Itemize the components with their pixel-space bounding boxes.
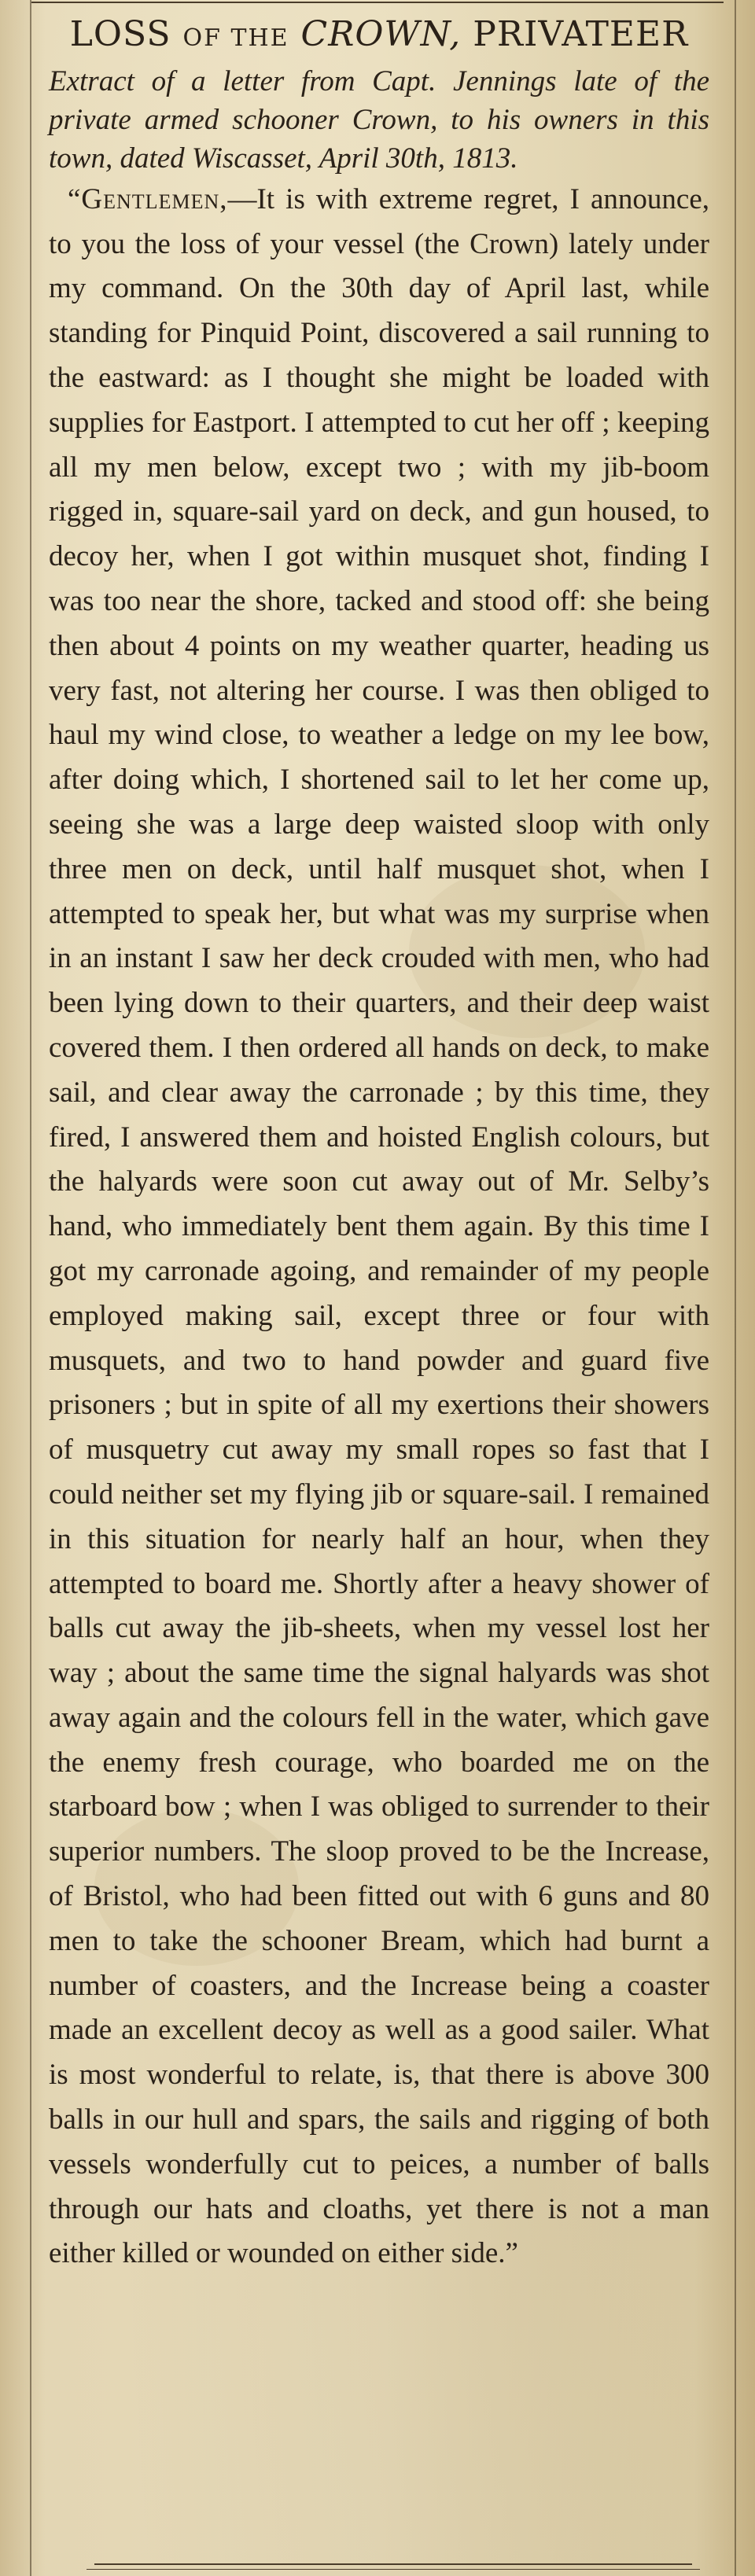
article-headline xyxy=(49,14,709,56)
headline-privateer: PRIVATEER xyxy=(473,14,689,54)
article-body xyxy=(49,178,709,2276)
headline-of-the: OF THE xyxy=(182,24,289,52)
bottom-rule-thin xyxy=(87,2569,700,2570)
letter-salutation: “Gentlemen, xyxy=(68,182,228,215)
article-dateline: Extract of a letter from Capt. Jennings late of the private armed schooner Crown, to his owners in this town, dated Wiscasset, April 30th, 1813. xyxy=(49,64,709,175)
article xyxy=(49,14,709,2276)
top-rule xyxy=(31,2,724,3)
headline-ship-name: CROWN, xyxy=(300,14,462,54)
column-left-rule xyxy=(30,0,31,2576)
letter-text: —It is with extreme regret, I announce, to you the loss of your vessel (the Crown) lately under my command. On the 30th day of April last, while standing for Pinquid Point, discovered a sail running to the eastward: as I thought she might be loaded with supplies for Eastport. I attempted to cut her off ; keeping all my men below, except two ; with my jib-boom rigged in, square-sail yard on deck, and gun housed, to decoy her, when I got within musquet shot, finding I was too near the shore, tacked and stood off: she being then about 4 points on my weather quarter, heading us very fast, not altering her course. I was then obliged to haul my wind close, to weather a ledge on my lee bow, after doing which, I shortened sail to let her come up, seeing she was a large deep waisted sloop with only three men on deck, until half musquet shot, when I attempted to speak her, but what was my surprise when in an instant I saw her deck crouded with men, who had been lying down to their quarters, and their deep waist covered them. I then ordered all hands on deck, to make sail, and clear away the carronade ; by this time, they fired, I answered them and hoisted English colours, but the halyards were soon cut away out of Mr. Selby’s hand, who immediately bent them again. By this time I got my carronade agoing, and remainder of my people employed making sail, except three or four with musquets, and two to hand powder and guard five prisoners ; but in spite of all my exertions their showers of musquetry cut away my small ropes so fast that I could neither set my flying jib or square-sail. I remained in this situation for nearly half an hour, when they attempted to board me. Shortly after a heavy shower of balls cut away the jib-sheets, when my vessel lost her way ; about the same time the signal halyards was shot away again and the colours fell in the water, which gave the enemy fresh courage, who boarded me on the starboard bow ; when I was obliged to surrender to their superior numbers. The sloop proved to be the Increase, of Bristol, who had been fitted out with 6 guns and 80 men to take the schooner Bream, which had burnt a number of coasters, and the Increase being a coaster made an excellent decoy as well as a good sailer. What is most wonderful to relate, is, that there is above 300 balls in our hull and spars, the sails and rigging of both vessels wonderfully cut to peices, a number of balls through our hats and cloaths, yet there is not a man either killed or wounded on either side.” xyxy=(49,182,709,2270)
bottom-rule xyxy=(94,2563,692,2565)
headline-loss: LOSS xyxy=(69,14,171,54)
column-right-rule xyxy=(735,0,736,2576)
